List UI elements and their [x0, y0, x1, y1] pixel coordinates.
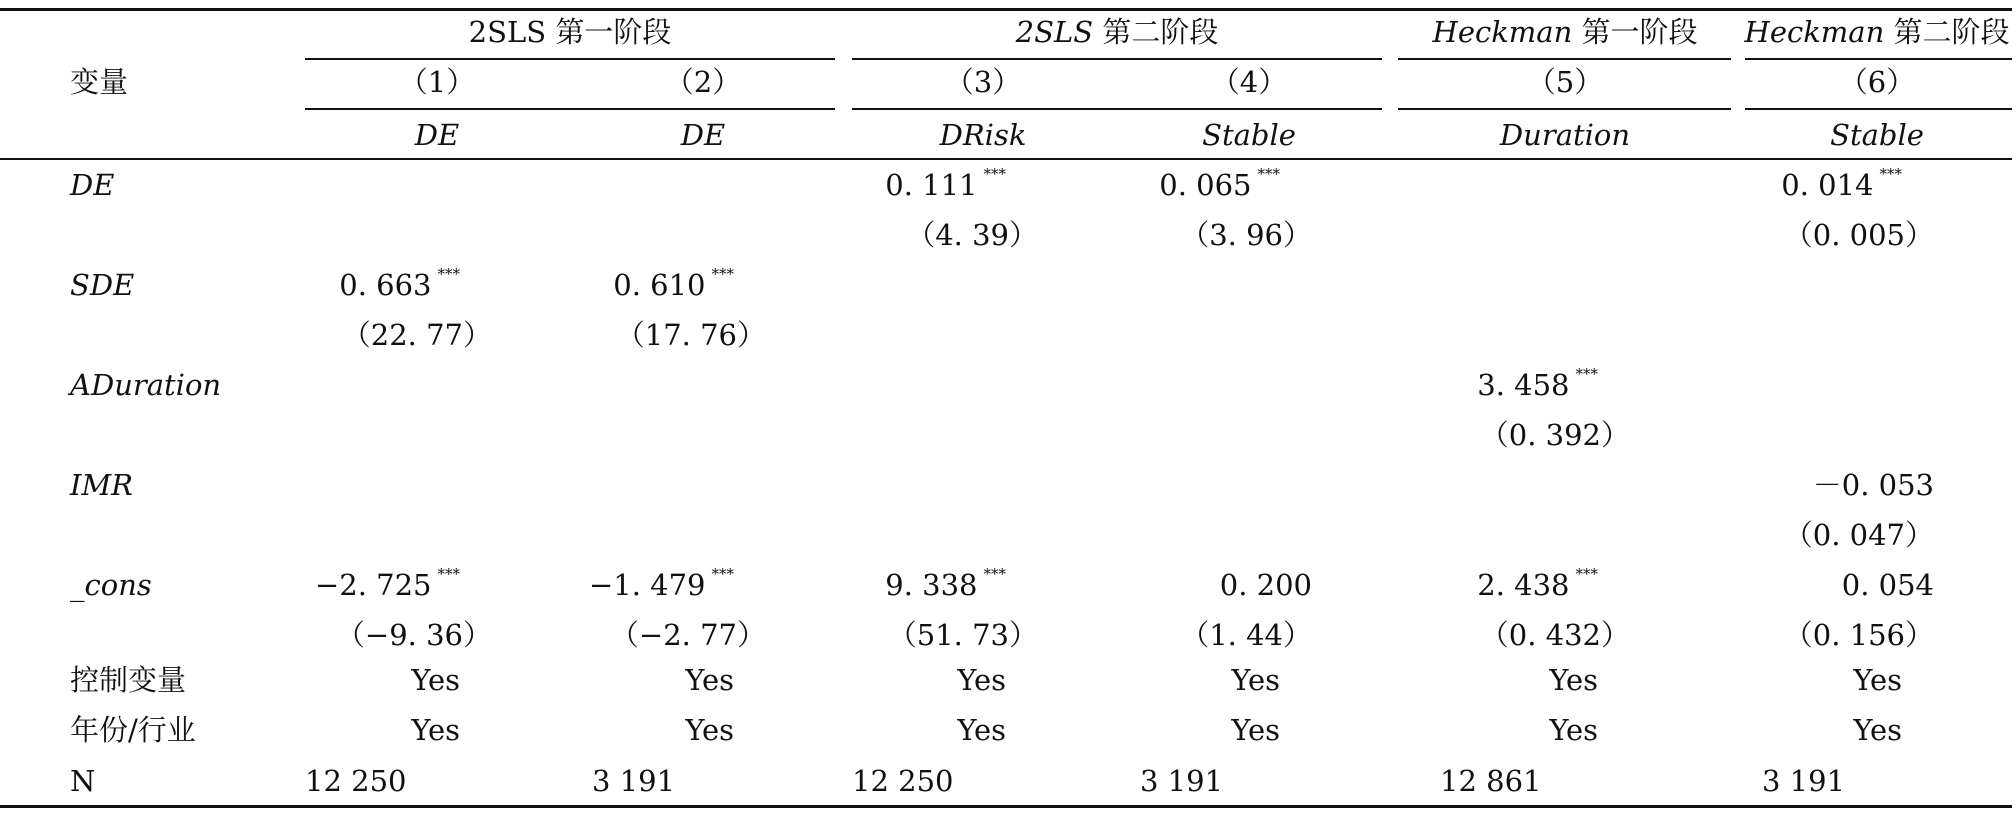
group-heckman-stage1: Heckman 第一阶段 [1432, 15, 1698, 49]
variable-header: 变量 [70, 65, 129, 99]
year-industry-value: Yes [411, 713, 460, 747]
column-number: （5） [1526, 65, 1604, 99]
colnum-underline-2 [852, 108, 1382, 110]
coefficient-value: 3. 458 [1477, 368, 1570, 402]
group-underline-3 [1398, 58, 1731, 60]
controls-value: Yes [1549, 663, 1598, 697]
standard-error-cell: （3. 96） [1180, 218, 1312, 252]
significance-stars: *** [711, 565, 734, 583]
column-number: （3） [944, 65, 1022, 99]
significance-stars: *** [711, 265, 734, 283]
coefficient-value: 0. 054 [1841, 568, 1934, 602]
variable-name: SDE [70, 268, 135, 302]
coefficient-cell [1159, 165, 1280, 202]
standard-error-cell: （4. 39） [906, 218, 1038, 252]
colnum-underline-3 [1398, 108, 1731, 110]
significance-stars: *** [437, 565, 460, 583]
standard-error-cell: （51. 73） [887, 618, 1038, 652]
bottom-rule [0, 805, 2012, 808]
n-label: N [70, 764, 96, 798]
controls-value: Yes [957, 663, 1006, 697]
controls-value: Yes [1231, 663, 1280, 697]
coefficient-cell [1477, 565, 1598, 602]
significance-stars: *** [1575, 565, 1598, 583]
standard-error-cell: （0. 156） [1783, 618, 1934, 652]
dependent-variable: Stable [1830, 118, 1924, 152]
standard-error-cell: （0. 432） [1479, 618, 1630, 652]
significance-stars: *** [983, 565, 1006, 583]
standard-error-cell: （17. 76） [615, 318, 766, 352]
column-number: （6） [1838, 65, 1916, 99]
coefficient-value: 0. 111 [885, 168, 978, 202]
coefficient-value: 0. 610 [613, 268, 706, 302]
coefficient-value: 0. 065 [1159, 168, 1252, 202]
coefficient-cell [1477, 365, 1598, 402]
observations-value: 12 861 [1440, 764, 1542, 798]
coefficient-cell [1219, 568, 1312, 602]
coefficient-cell [339, 265, 460, 302]
header-bottom-rule [0, 158, 2012, 160]
coefficient-cell [1781, 165, 1902, 202]
significance-stars: *** [1575, 365, 1598, 383]
colnum-underline-4 [1745, 108, 2012, 110]
significance-stars: *** [1879, 165, 1902, 183]
standard-error-cell: （−2. 77） [609, 618, 766, 652]
variable-name: _cons [70, 568, 152, 602]
variable-name: ADuration [70, 368, 222, 402]
coefficient-value: 0. 663 [339, 268, 432, 302]
colnum-underline-1 [305, 108, 835, 110]
dependent-variable: Duration [1499, 118, 1631, 152]
coefficient-value: −1. 479 [588, 568, 706, 602]
significance-stars: *** [983, 165, 1006, 183]
year-industry-value: Yes [1853, 713, 1902, 747]
coefficient-cell [314, 565, 460, 602]
group-2sls-stage1: 2SLS 第一阶段 [468, 15, 672, 49]
year-industry-label: 年份/行业 [70, 713, 196, 747]
dependent-variable: DE [414, 118, 460, 152]
group-2sls-stage2: 2SLS 第二阶段 [1015, 15, 1219, 49]
column-number: （2） [664, 65, 742, 99]
top-rule [0, 8, 2012, 11]
coefficient-value: −2. 725 [314, 568, 432, 602]
standard-error-cell: （−9. 36） [335, 618, 492, 652]
coefficient-value: 2. 438 [1477, 568, 1570, 602]
variable-name: IMR [70, 468, 133, 502]
column-number: （1） [398, 65, 476, 99]
dependent-variable: DRisk [939, 118, 1027, 152]
dependent-variable: DE [680, 118, 726, 152]
year-industry-value: Yes [1231, 713, 1280, 747]
year-industry-value: Yes [685, 713, 734, 747]
standard-error-cell: （0. 005） [1783, 218, 1934, 252]
coefficient-value: 9. 338 [885, 568, 978, 602]
year-industry-value: Yes [957, 713, 1006, 747]
observations-value: 12 250 [852, 764, 954, 798]
standard-error-cell: （0. 047） [1783, 518, 1934, 552]
coefficient-cell [885, 565, 1006, 602]
group-heckman-stage2: Heckman 第二阶段 [1744, 15, 2010, 49]
coefficient-cell [588, 565, 734, 602]
group-underline-1 [305, 58, 835, 60]
coefficient-value: 0. 200 [1219, 568, 1312, 602]
observations-value: 3 191 [1140, 764, 1224, 798]
controls-value: Yes [411, 663, 460, 697]
coefficient-cell [613, 265, 734, 302]
coefficient-cell [885, 165, 1006, 202]
observations-value: 12 250 [305, 764, 407, 798]
controls-label: 控制变量 [70, 663, 187, 697]
standard-error-cell: （1. 44） [1180, 618, 1312, 652]
variable-name: DE [70, 168, 115, 202]
coefficient-cell [1812, 468, 1934, 502]
standard-error-cell: （22. 77） [341, 318, 492, 352]
controls-value: Yes [1853, 663, 1902, 697]
coefficient-value: 0. 014 [1781, 168, 1874, 202]
coefficient-value: －0. 053 [1812, 468, 1934, 502]
coefficient-cell [1841, 568, 1934, 602]
controls-value: Yes [685, 663, 734, 697]
group-underline-4 [1745, 58, 2012, 60]
group-underline-2 [852, 58, 1382, 60]
observations-value: 3 191 [592, 764, 676, 798]
column-number: （4） [1210, 65, 1288, 99]
dependent-variable: Stable [1202, 118, 1296, 152]
significance-stars: *** [1257, 165, 1280, 183]
observations-value: 3 191 [1762, 764, 1846, 798]
standard-error-cell: （0. 392） [1479, 418, 1630, 452]
year-industry-value: Yes [1549, 713, 1598, 747]
significance-stars: *** [437, 265, 460, 283]
